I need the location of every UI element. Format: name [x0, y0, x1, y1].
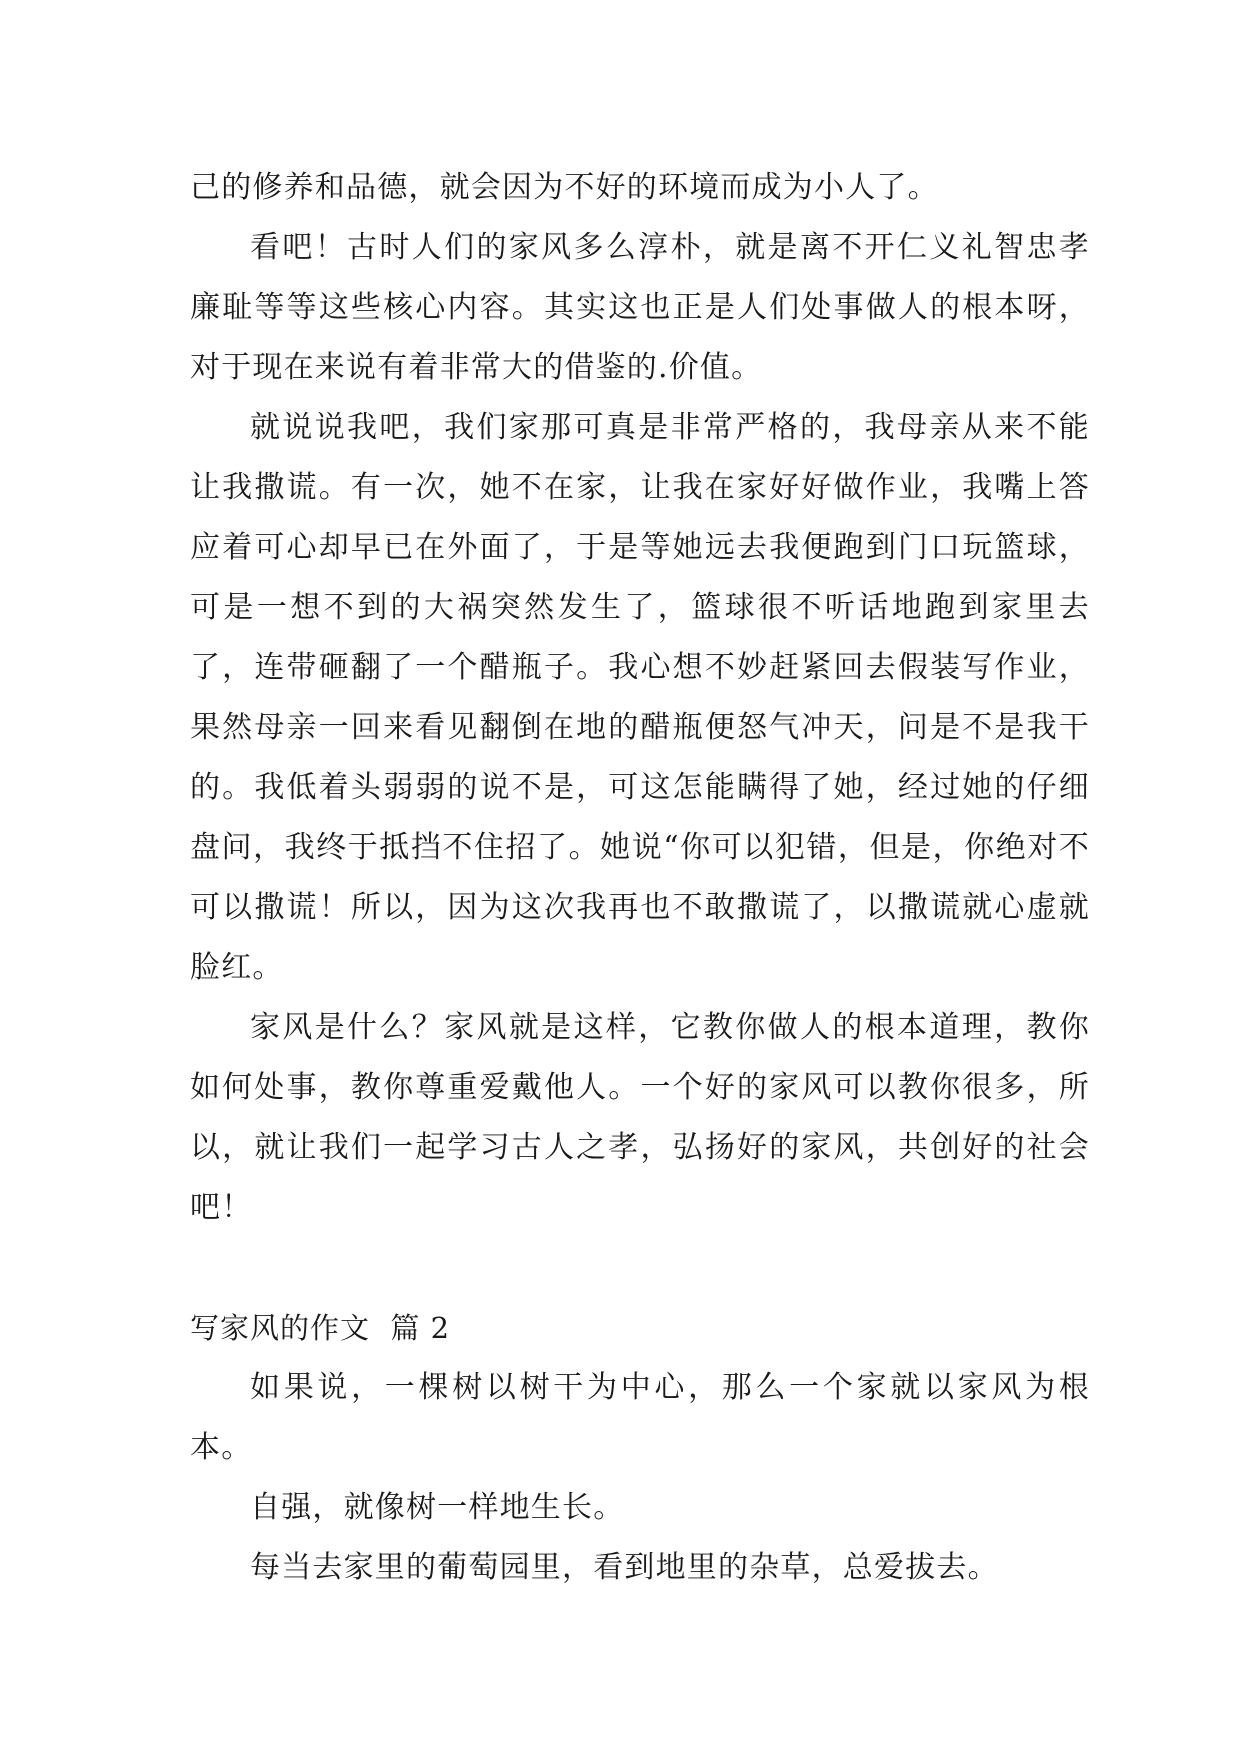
paragraph-conclusion: 家风是什么？家风就是这样，它教你做人的根本道理，教你如何处事，教你尊重爱戴他人。一个好的家风可以教你很多，所以，就让我们一起学习古人之孝，弘扬好的家风，共创好的社会吧！: [190, 1010, 1090, 1225]
section-heading: 写家风的作文 篇 2: [190, 1311, 451, 1345]
paragraph-self-strength: 自强，就像树一样地生长。: [250, 1490, 625, 1525]
document-body: [190, 158, 1090, 1598]
paragraph-ancient-family-values: 看吧！古时人们的家风多么淳朴，就是离不开仁义礼智忠孝廉耻等等这些核心内容。其实这也正是人们处事做人的根本呀，对于现在来说有着非常大的借鉴的.价值。: [190, 230, 1090, 385]
paragraph-vineyard: 每当去家里的葡萄园里，看到地里的杂草，总爱拔去。: [250, 1550, 999, 1585]
paragraph-tree-metaphor: 如果说，一棵树以树干为中心，那么一个家就以家风为根本。: [190, 1370, 1090, 1465]
paragraph-personal-story: 就说说我吧，我们家那可真是非常严格的，我母亲从来不能让我撒谎。有一次，她不在家，让我在家好好做作业，我嘴上答应着可心却早已在外面了，于是等她远去我便跑到门口玩篮球，可是一想不到的大祸突然发生了，篮球很不听话地跑到家里去了，连带砸翻了一个醋瓶子。我心想不妙赶紧回去假装写作业，果然母亲一回来看见翻倒在地的醋瓶便怒气冲天，问是不是我干的。我低着头弱弱的说不是，可这怎能瞒得了她，经过她的仔细盘问，我终于抵挡不住招了。她说“你可以犯错，但是，你绝对不可以撒谎！所以，因为这次我再也不敢撒谎了，以撒谎就心虚就脸红。: [190, 410, 1090, 985]
section-spacer: [190, 1238, 1090, 1298]
paragraph-continued: 己的修养和品德，就会因为不好的环境而成为小人了。: [190, 170, 939, 205]
